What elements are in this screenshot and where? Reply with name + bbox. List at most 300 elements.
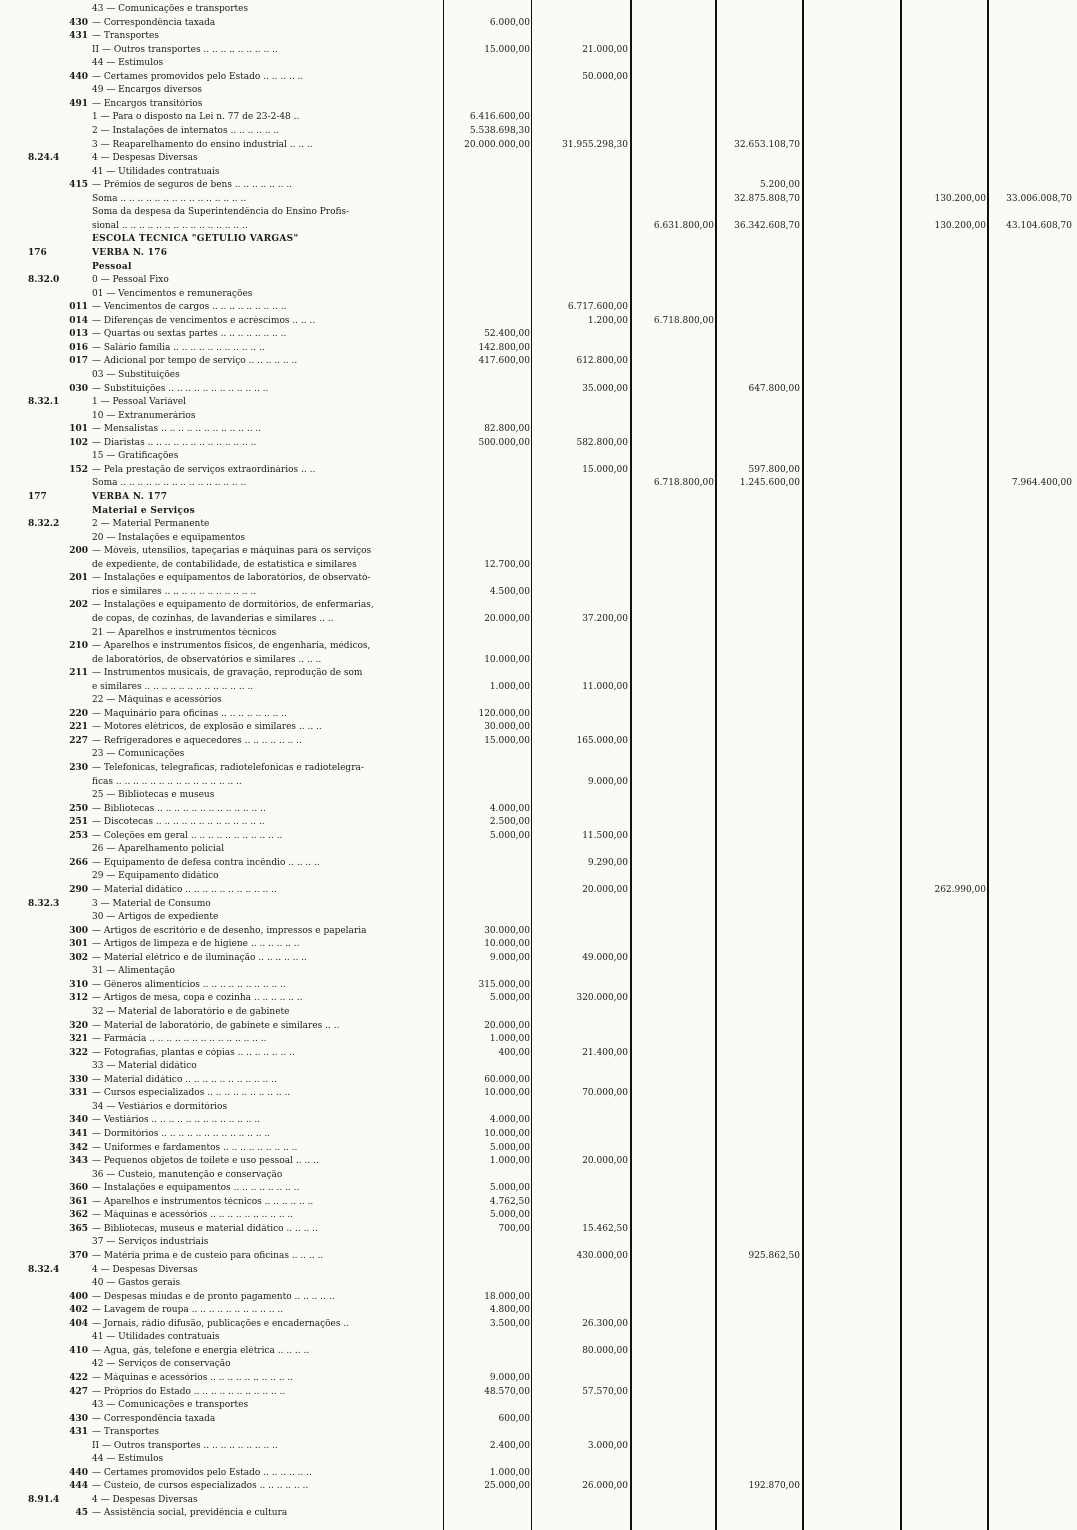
- cell-c1: 1.000,00: [489, 681, 530, 692]
- cell-num: 220: [69, 708, 88, 719]
- ledger-row: [0, 1481, 1077, 1492]
- cell-text: — Motores elétricos, de explosão e similares .. .. ..: [92, 722, 322, 733]
- cell-text: — Artigos de escritório e de desenho, impressos e papelaria: [92, 925, 367, 936]
- cell-num: 361: [69, 1196, 88, 1207]
- ledger-row: [0, 1359, 1077, 1370]
- cell-code: 8.24.4: [28, 153, 60, 164]
- cell-code: 8.91.4: [28, 1494, 60, 1505]
- cell-text: ficas .. .. .. .. .. .. .. .. .. .. .. .. .. .. ..: [92, 776, 242, 787]
- cell-c1: 82.800,00: [484, 424, 530, 435]
- cell-text: — Instrumentos musicais, de gravação, reprodução de som: [92, 668, 363, 679]
- ledger-row: [0, 343, 1077, 354]
- cell-c1: 12.700,00: [484, 559, 530, 570]
- cell-text: 37 — Serviços industriais: [92, 1237, 209, 1248]
- cell-text: 34 — Vestiários e dormitórios: [92, 1101, 228, 1112]
- cell-text: Soma .. .. .. .. .. .. .. .. .. .. .. .. .. .. ..: [92, 478, 247, 489]
- ledger-row: [0, 763, 1077, 774]
- cell-c1: 500.000,00: [478, 437, 530, 448]
- cell-c1: 600,00: [498, 1413, 530, 1424]
- cell-text: — Uniformes e fardamentos .. .. .. .. .. .. .. .. ..: [92, 1142, 298, 1153]
- ledger-row: [0, 180, 1077, 191]
- cell-c2: 50.000,00: [582, 71, 628, 82]
- ledger-row: [0, 370, 1077, 381]
- cell-num: 312: [69, 993, 88, 1004]
- cell-text: Pessoal: [92, 261, 132, 272]
- ledger-row: [0, 1441, 1077, 1452]
- cell-c2: 26.300,00: [582, 1318, 628, 1329]
- ledger-row: [0, 790, 1077, 801]
- cell-c6: 7.964.400,00: [1011, 478, 1072, 489]
- cell-text: II — Outros transportes .. .. .. .. .. .. .. .. ..: [92, 1440, 278, 1451]
- cell-c3: 6.718.800,00: [653, 478, 714, 489]
- ledger-row: [0, 492, 1077, 503]
- ledger-row: [0, 1061, 1077, 1072]
- cell-c2: 21.000,00: [582, 44, 628, 55]
- cell-text: 44 — Estímulos: [92, 58, 164, 69]
- cell-text: 42 — Serviços de conservação: [92, 1359, 231, 1370]
- cell-text: 36 — Custeio, manutenção e conservação: [92, 1169, 283, 1180]
- cell-num: 251: [69, 817, 88, 828]
- ledger-row: [0, 1265, 1077, 1276]
- cell-num: 101: [69, 424, 88, 435]
- ledger-row: [0, 424, 1077, 435]
- cell-text: ESCOLA TÉCNICA "GETULIO VARGAS": [92, 234, 299, 245]
- ledger-row: [0, 248, 1077, 259]
- cell-text: 4 — Despesas Diversas: [92, 1264, 198, 1275]
- cell-c2: 165.000,00: [576, 735, 628, 746]
- cell-c2: 15.462,50: [582, 1223, 628, 1234]
- ledger-row: [0, 126, 1077, 137]
- cell-text: — Correspondência taxada: [92, 17, 216, 28]
- cell-code: 8.32.1: [28, 397, 60, 408]
- cell-num: 400: [69, 1291, 88, 1302]
- cell-text: — Diferenças de vencimentos e acréscimos .. .. ..: [92, 315, 316, 326]
- ledger-row: [0, 1414, 1077, 1425]
- cell-c2: 582.800,00: [576, 437, 628, 448]
- cell-text: — Diaristas .. .. .. .. .. .. .. .. .. .. .. .. ..: [92, 437, 257, 448]
- cell-text: — Instalações e equipamento de dormitórios, de enfermarias,: [92, 600, 374, 611]
- cell-text: — Material de laboratório, de gabinete e similares .. ..: [92, 1020, 340, 1031]
- cell-code: 8.32.2: [28, 519, 60, 529]
- cell-c1: 15.000,00: [484, 44, 530, 55]
- cell-c6: 33.006.008,70: [1006, 193, 1072, 204]
- cell-text: 25 — Bibliotecas e museus: [92, 790, 215, 801]
- ledger-row: [0, 451, 1077, 462]
- cell-text: — Substituições .. .. .. .. .. .. .. .. .. .. .. ..: [92, 383, 269, 394]
- ledger-row: [0, 1332, 1077, 1343]
- cell-c3: 6.718.800,00: [653, 315, 714, 326]
- ledger-row: [0, 546, 1077, 557]
- ledger-row: [0, 1088, 1077, 1099]
- cell-c4: 32.653.108,70: [734, 139, 800, 150]
- cell-c1: 315.000,00: [478, 979, 530, 990]
- cell-c1: 52.400,00: [484, 329, 530, 340]
- cell-c1: 5.000,00: [489, 1210, 530, 1221]
- cell-text: — Prêmios de seguros de bens .. .. .. .. .. .. ..: [92, 180, 293, 191]
- ledger-row: [0, 939, 1077, 950]
- cell-c4: 192.870,00: [748, 1481, 800, 1492]
- cell-c3: 6.631.800,00: [653, 220, 714, 231]
- cell-c1: 5.538.698,30: [469, 126, 530, 136]
- cell-text: 23 — Comunicações: [92, 749, 185, 760]
- cell-c1: 5.000,00: [489, 993, 530, 1004]
- ledger-row: [0, 1210, 1077, 1221]
- ledger-row: [0, 1427, 1077, 1438]
- cell-num: 365: [69, 1223, 88, 1234]
- ledger-row: [0, 682, 1077, 693]
- ledger-row: [0, 871, 1077, 882]
- cell-num: 014: [69, 315, 88, 326]
- ledger-row: [0, 397, 1077, 408]
- cell-text: — Coleções em geral .. .. .. .. .. .. .. .. .. .. ..: [92, 830, 283, 841]
- cell-text: de expediente, de contabilidade, de estatística e similares: [92, 559, 357, 570]
- cell-c5: 262.990,00: [934, 885, 986, 895]
- cell-text: — Material didático .. .. .. .. .. .. .. .. .. .. ..: [92, 1074, 277, 1085]
- ledger-row: [0, 1197, 1077, 1208]
- cell-c1: 4.500,00: [489, 586, 530, 597]
- cell-text: — Equipamento de defesa contra incêndio .. .. .. ..: [92, 857, 320, 868]
- cell-text: 43 — Comunicações e transportes: [92, 1400, 249, 1410]
- cell-num: 290: [69, 885, 88, 895]
- cell-text: — Bibliotecas .. .. .. .. .. .. .. .. .. .. .. .. ..: [92, 803, 266, 814]
- cell-num: 320: [69, 1020, 88, 1031]
- ledger-row: [0, 1183, 1077, 1194]
- cell-c1: 4.762,50: [489, 1196, 530, 1207]
- cell-c1: 142.800,00: [478, 342, 530, 353]
- ledger-row: [0, 993, 1077, 1004]
- ledger-row: [0, 533, 1077, 544]
- cell-text: — Despesas miudas e de pronto pagamento .. .. .. .. ..: [92, 1291, 335, 1302]
- cell-text: sional .. .. .. .. .. .. .. .. .. .. .. .. .. .. ..: [92, 220, 248, 231]
- ledger-row: [0, 275, 1077, 286]
- cell-c1: 417.600,00: [478, 356, 530, 367]
- cell-num: 322: [69, 1047, 88, 1058]
- cell-c2: 57.570,00: [582, 1386, 628, 1397]
- cell-c1: 6.416.600,00: [469, 112, 530, 123]
- ledger-row: [0, 1102, 1077, 1113]
- cell-num: 331: [69, 1088, 88, 1099]
- cell-text: — Correspondência taxada: [92, 1413, 216, 1424]
- cell-num: 404: [69, 1318, 88, 1329]
- ledger-row: [0, 153, 1077, 164]
- cell-c2: 430.000,00: [576, 1250, 628, 1261]
- cell-text: — Transportes: [92, 1427, 159, 1438]
- ledger-row: [0, 1129, 1077, 1140]
- ledger-row: [0, 573, 1077, 584]
- cell-num: 362: [69, 1210, 88, 1221]
- ledger-row: [0, 1495, 1077, 1506]
- cell-num: 016: [69, 342, 88, 353]
- cell-text: — Instalações e equipamentos de laboratórios, de observató-: [92, 573, 371, 584]
- cell-c1: 10.000,00: [484, 1088, 530, 1099]
- ledger-row: [0, 628, 1077, 639]
- ledger-row: [0, 709, 1077, 720]
- ledger-row: [0, 641, 1077, 652]
- ledger-row: [0, 1373, 1077, 1384]
- ledger-row: [0, 1237, 1077, 1248]
- cell-num: 427: [69, 1386, 88, 1397]
- cell-num: 211: [69, 668, 88, 679]
- cell-c4: 597.800,00: [748, 464, 800, 475]
- cell-c1: 20.000,00: [484, 1020, 530, 1031]
- ledger-row: [0, 1346, 1077, 1357]
- cell-num: 200: [69, 546, 88, 557]
- cell-text: 41 — Utilidades contratuais: [92, 166, 220, 177]
- cell-num: 430: [69, 17, 88, 28]
- cell-text: — Pela prestação de serviços extraordinários .. ..: [92, 464, 316, 475]
- cell-text: — Quartas ou sextas partes .. .. .. .. .. .. .. ..: [92, 329, 287, 340]
- cell-c1: 10.000,00: [484, 939, 530, 950]
- ledger-row: [0, 1075, 1077, 1086]
- cell-num: 440: [69, 1467, 88, 1478]
- cell-text: Soma .. .. .. .. .. .. .. .. .. .. .. .. .. .. ..: [92, 193, 247, 204]
- cell-text: — Assistência social, previdência e cultura: [92, 1508, 288, 1519]
- ledger-row: [0, 316, 1077, 327]
- cell-text: 3 — Material de Consumo: [92, 898, 211, 909]
- cell-c1: 10.000,00: [484, 1128, 530, 1139]
- cell-text: 31 — Alimentação: [92, 966, 175, 977]
- cell-text: 4 — Despesas Diversas: [92, 1494, 198, 1505]
- ledger-row: [0, 356, 1077, 367]
- cell-text: 2 — Instalações de internatos .. .. .. .. .. ..: [92, 126, 280, 136]
- cell-text: 22 — Máquinas e acessórios: [92, 695, 222, 706]
- ledger-row: [0, 465, 1077, 476]
- cell-c1: 2.400,00: [489, 1440, 530, 1451]
- cell-c1: 4.800,00: [489, 1305, 530, 1316]
- ledger-row: [0, 1224, 1077, 1235]
- cell-text: — Máquinas e acessórios .. .. .. .. .. .. .. .. .. ..: [92, 1372, 294, 1383]
- cell-text: — Material elétrico e de iluminação .. .. .. .. .. ..: [92, 952, 307, 963]
- cell-c1: 30.000,00: [484, 925, 530, 936]
- ledger-row: [0, 668, 1077, 679]
- ledger-row: [0, 207, 1077, 218]
- cell-num: 444: [69, 1481, 88, 1492]
- cell-c5: 130.200,00: [934, 220, 986, 231]
- ledger-row: [0, 1251, 1077, 1262]
- cell-text: — Encargos transitórios: [92, 98, 203, 109]
- ledger-row: [0, 1021, 1077, 1032]
- cell-text: — Matéria prima e de custeio para oficinas .. .. .. ..: [92, 1250, 324, 1261]
- cell-num: 013: [69, 329, 88, 340]
- cell-text: VERBA N. 177: [92, 491, 168, 502]
- cell-text: 0 — Pessoal Fixo: [92, 275, 169, 286]
- ledger-row: [0, 1156, 1077, 1167]
- cell-c2: 31.955.298,30: [562, 139, 628, 150]
- ledger-row: [0, 1468, 1077, 1479]
- cell-num: 342: [69, 1142, 88, 1153]
- ledger-row: [0, 899, 1077, 910]
- cell-num: 343: [69, 1156, 88, 1167]
- cell-code: 8.32.4: [28, 1264, 60, 1275]
- cell-c1: 1.000,00: [489, 1467, 530, 1478]
- cell-c1: 10.000,00: [484, 654, 530, 665]
- cell-c2: 80.000,00: [582, 1345, 628, 1356]
- ledger-row: [0, 736, 1077, 747]
- cell-text: — Bibliotecas, museus e material didático .. .. .. ..: [92, 1223, 318, 1234]
- ledger-row: [0, 614, 1077, 625]
- ledger-row: [0, 1387, 1077, 1398]
- cell-num: 370: [69, 1250, 88, 1261]
- cell-c1: 4.000,00: [489, 803, 530, 814]
- cell-text: — Móveis, utensílios, tapeçarias e máquinas para os serviços: [92, 546, 372, 557]
- cell-text: — Água, gás, telefone e energia elétrica .. .. .. ..: [92, 1345, 310, 1356]
- cell-c2: 320.000,00: [576, 993, 628, 1004]
- cell-text: — Salário família .. .. .. .. .. .. .. .. .. .. ..: [92, 342, 265, 353]
- cell-num: 415: [69, 180, 88, 191]
- cell-c1: 15.000,00: [484, 735, 530, 746]
- cell-text: 03 — Substituições: [92, 369, 180, 380]
- cell-text: 29 — Equipamento didático: [92, 871, 219, 882]
- cell-c2: 11.000,00: [582, 681, 628, 692]
- cell-c2: 15.000,00: [582, 464, 628, 475]
- cell-num: 230: [69, 763, 88, 773]
- cell-text: 33 — Material didático: [92, 1061, 197, 1072]
- ledger-row: [0, 112, 1077, 123]
- cell-text: 4 — Despesas Diversas: [92, 153, 198, 164]
- cell-text: 30 — Artigos de expediente: [92, 912, 219, 923]
- ledger-row: [0, 1278, 1077, 1289]
- cell-text: 49 — Encargos diversos: [92, 85, 202, 96]
- cell-c2: 9.000,00: [587, 776, 628, 787]
- cell-c2: 21.400,00: [582, 1047, 628, 1058]
- cell-num: 410: [69, 1345, 88, 1356]
- cell-c2: 6.717.600,00: [567, 302, 628, 313]
- cell-c2: 20.000,00: [582, 1156, 628, 1167]
- cell-c4: 36.342.608,70: [734, 220, 800, 231]
- cell-text: — Maquinário para oficinas .. .. .. .. .. .. .. ..: [92, 708, 287, 719]
- ledger-row: [0, 587, 1077, 598]
- ledger-row: [0, 506, 1077, 517]
- cell-code: 177: [28, 491, 47, 502]
- cell-text: — Jornais, rádio difusão, publicações e encadernações ..: [92, 1318, 350, 1329]
- cell-code: 8.32.3: [28, 898, 60, 909]
- cell-text: — Artigos de mesa, copa e cozinha .. .. .. .. .. ..: [92, 993, 303, 1004]
- cell-num: 310: [69, 979, 88, 990]
- ledger-row: [0, 4, 1077, 15]
- cell-text: 41 — Utilidades contratuais: [92, 1332, 220, 1343]
- cell-c4: 1.245.600,00: [739, 478, 800, 489]
- ledger-row: [0, 966, 1077, 977]
- cell-c2: 3.000,00: [587, 1440, 628, 1451]
- cell-text: — Adicional por tempo de serviço .. .. .. .. .. ..: [92, 356, 298, 367]
- cell-text: — Artigos de limpeza e de higiene .. .. .. .. .. ..: [92, 939, 300, 950]
- cell-num: 202: [69, 600, 88, 611]
- cell-num: 431: [69, 31, 88, 42]
- cell-text: Material e Serviços: [92, 505, 195, 516]
- cell-c1: 6.000,00: [489, 17, 530, 28]
- cell-text: 3 — Reaparelhamento do ensino industrial .. .. ..: [92, 139, 313, 150]
- cell-num: 102: [69, 437, 88, 448]
- cell-text: de copas, de cozinhas, de lavanderias e similares .. ..: [92, 613, 334, 624]
- cell-text: 1 — Pessoal Variável: [92, 397, 187, 408]
- cell-num: 030: [69, 383, 88, 394]
- cell-num: 341: [69, 1128, 88, 1139]
- cell-num: 302: [69, 952, 88, 963]
- cell-c1: 60.000,00: [484, 1074, 530, 1085]
- cell-text: — Pequenos objetos de toilete e uso pessoal .. .. ..: [92, 1156, 319, 1167]
- ledger-row: [0, 221, 1077, 232]
- ledger-row: [0, 478, 1077, 489]
- cell-c2: 70.000,00: [582, 1088, 628, 1099]
- cell-c1: 2.500,00: [489, 817, 530, 828]
- cell-c2: 37.200,00: [582, 613, 628, 624]
- ledger-row: [0, 262, 1077, 273]
- cell-text: — Refrigeradores e aquecedores .. .. .. .. .. .. ..: [92, 735, 302, 746]
- cell-c1: 9.000,00: [489, 1372, 530, 1383]
- cell-c1: 5.000,00: [489, 1183, 530, 1194]
- ledger-row: [0, 1508, 1077, 1519]
- ledger-row: [0, 140, 1077, 151]
- ledger-row: [0, 167, 1077, 178]
- ledger-row: [0, 99, 1077, 110]
- cell-c4: 925.862,50: [748, 1250, 800, 1261]
- cell-c6: 43.104.608,70: [1006, 220, 1072, 231]
- cell-text: — Transportes: [92, 31, 159, 42]
- ledger-row: [0, 438, 1077, 449]
- cell-num: 221: [69, 722, 88, 733]
- ledger-row: [0, 655, 1077, 666]
- ledger-row: [0, 695, 1077, 706]
- cell-text: 20 — Instalações e equipamentos: [92, 532, 246, 543]
- ledger-row: [0, 18, 1077, 29]
- ledger-row: [0, 302, 1077, 313]
- ledger-row: [0, 1292, 1077, 1303]
- cell-c5: 130.200,00: [934, 193, 986, 204]
- cell-c1: 4.000,00: [489, 1115, 530, 1126]
- ledger-row: [0, 885, 1077, 896]
- cell-text: Soma da despesa da Superintendência do Ensino Profis-: [92, 207, 350, 218]
- ledger-row: [0, 329, 1077, 340]
- cell-num: 431: [69, 1427, 88, 1438]
- cell-c1: 700,00: [498, 1223, 530, 1234]
- cell-num: 266: [69, 857, 88, 868]
- cell-num: 45: [75, 1508, 88, 1519]
- ledger-row: [0, 1048, 1077, 1059]
- ledger-row: [0, 926, 1077, 937]
- cell-num: 402: [69, 1305, 88, 1316]
- cell-text: — Cursos especializados .. .. .. .. .. .. .. .. .. ..: [92, 1088, 291, 1099]
- cell-c4: 32.875.808,70: [734, 193, 800, 204]
- cell-num: 491: [69, 98, 88, 109]
- cell-text: — Instalações e equipamentos .. .. .. .. .. .. .. ..: [92, 1183, 300, 1194]
- ledger-row: [0, 1115, 1077, 1126]
- ledger-row: [0, 777, 1077, 788]
- cell-c1: 25.000,00: [484, 1481, 530, 1492]
- cell-text: 40 — Gastos gerais: [92, 1278, 181, 1288]
- cell-text: — Fotografias, plantas e cópias .. .. .. .. .. .. ..: [92, 1047, 295, 1058]
- cell-num: 017: [69, 356, 88, 367]
- ledger-row: [0, 1305, 1077, 1316]
- cell-text: VERBA N. 176: [92, 248, 168, 258]
- cell-c2: 612.800,00: [576, 356, 628, 367]
- cell-num: 253: [69, 830, 88, 841]
- cell-text: 43 — Comunicações e transportes: [92, 4, 249, 14]
- cell-text: 21 — Aparelhos e instrumentos técnicos: [92, 627, 277, 638]
- ledger-row: [0, 411, 1077, 422]
- ledger-row: [0, 31, 1077, 42]
- cell-c1: 1.000,00: [489, 1034, 530, 1045]
- ledger-row: [0, 1143, 1077, 1154]
- ledger-row: [0, 817, 1077, 828]
- cell-num: 250: [69, 803, 88, 814]
- cell-text: — Máquinas e acessórios .. .. .. .. .. .. .. .. .. ..: [92, 1210, 294, 1221]
- cell-c4: 647.800,00: [748, 383, 800, 394]
- cell-text: — Farmácia .. .. .. .. .. .. .. .. .. .. .. .. .. ..: [92, 1034, 267, 1045]
- cell-text: — Lavagem de roupa .. .. .. .. .. .. .. .. .. .. ..: [92, 1305, 284, 1316]
- cell-c1: 20.000.000,00: [464, 139, 530, 150]
- ledger-row: [0, 912, 1077, 923]
- ledger-row: [0, 844, 1077, 855]
